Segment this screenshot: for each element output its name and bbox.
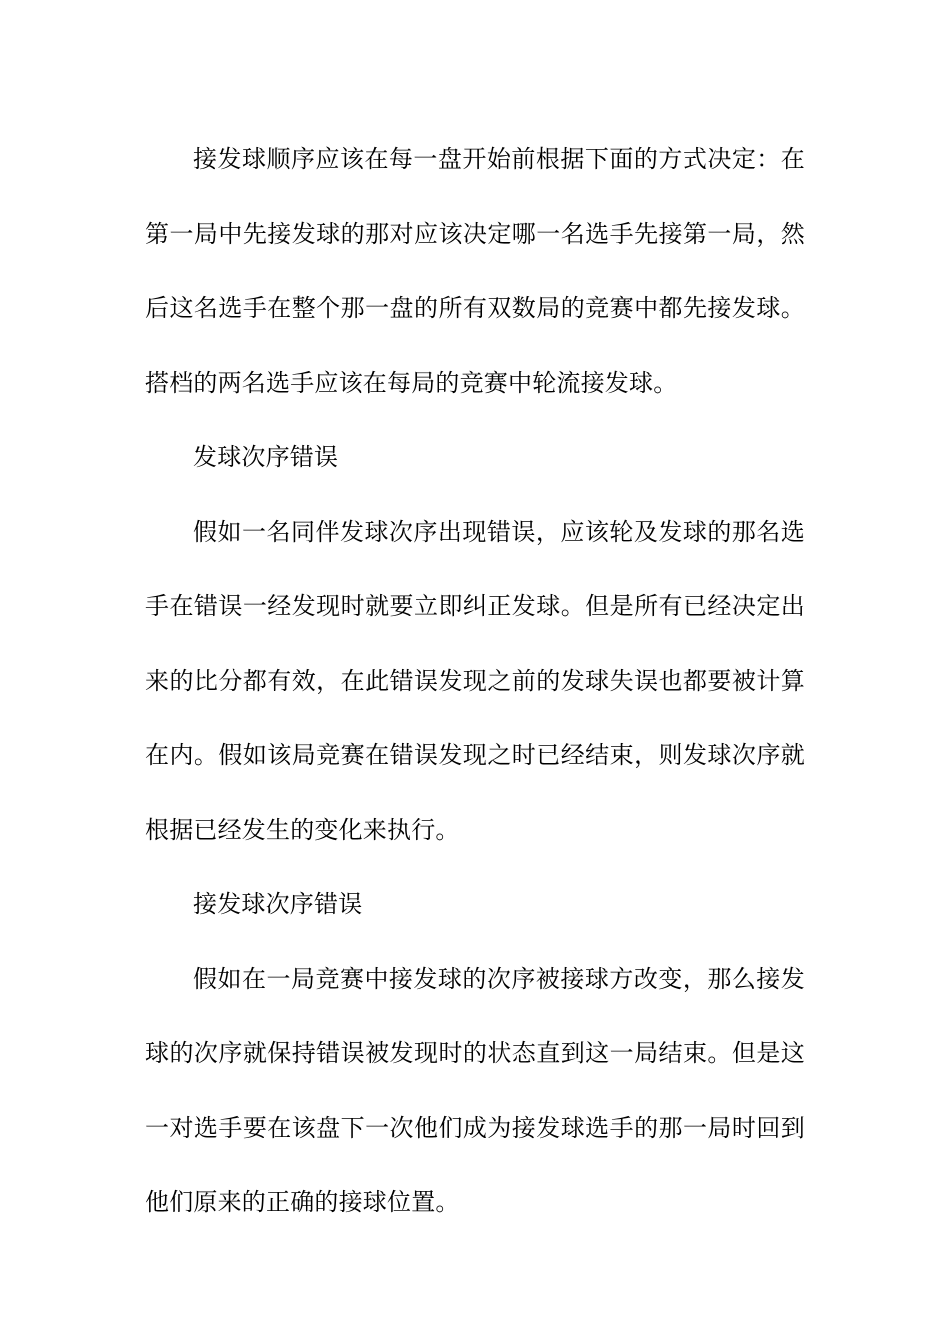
paragraph-serving-order-error: 假如一名同伴发球次序出现错误，应该轮及发球的那名选手在错误一经发现时就要立即纠正发球。但是所有已经决定出来的比分都有效，在此错误发现之前的发球失误也都要被计算在内。假如该局竞赛在错误发现之时已经结束，则发球次序就根据已经发生的变化来执行。 bbox=[145, 517, 805, 844]
paragraph-receiving-order-error: 假如在一局竞赛中接发球的次序被接球方改变，那么接发球的次序就保持错误被发现时的状态直到这一局结束。但是这一对选手要在该盘下一次他们成为接发球选手的那一局时回到他们原来的正确的接球位置。 bbox=[145, 964, 805, 1216]
paragraph-receiving-order: 接发球顺序应该在每一盘开始前根据下面的方式决定：在第一局中先接发球的那对应该决定哪一名选手先接第一局，然后这名选手在整个那一盘的所有双数局的竞赛中都先接发球。搭档的两名选手应该在每局的竞赛中轮流接发球。 bbox=[145, 145, 805, 397]
heading-serving-order-error: 发球次序错误 bbox=[193, 443, 339, 471]
heading-receiving-order-error: 接发球次序错误 bbox=[193, 890, 363, 918]
document-page bbox=[145, 122, 805, 1240]
